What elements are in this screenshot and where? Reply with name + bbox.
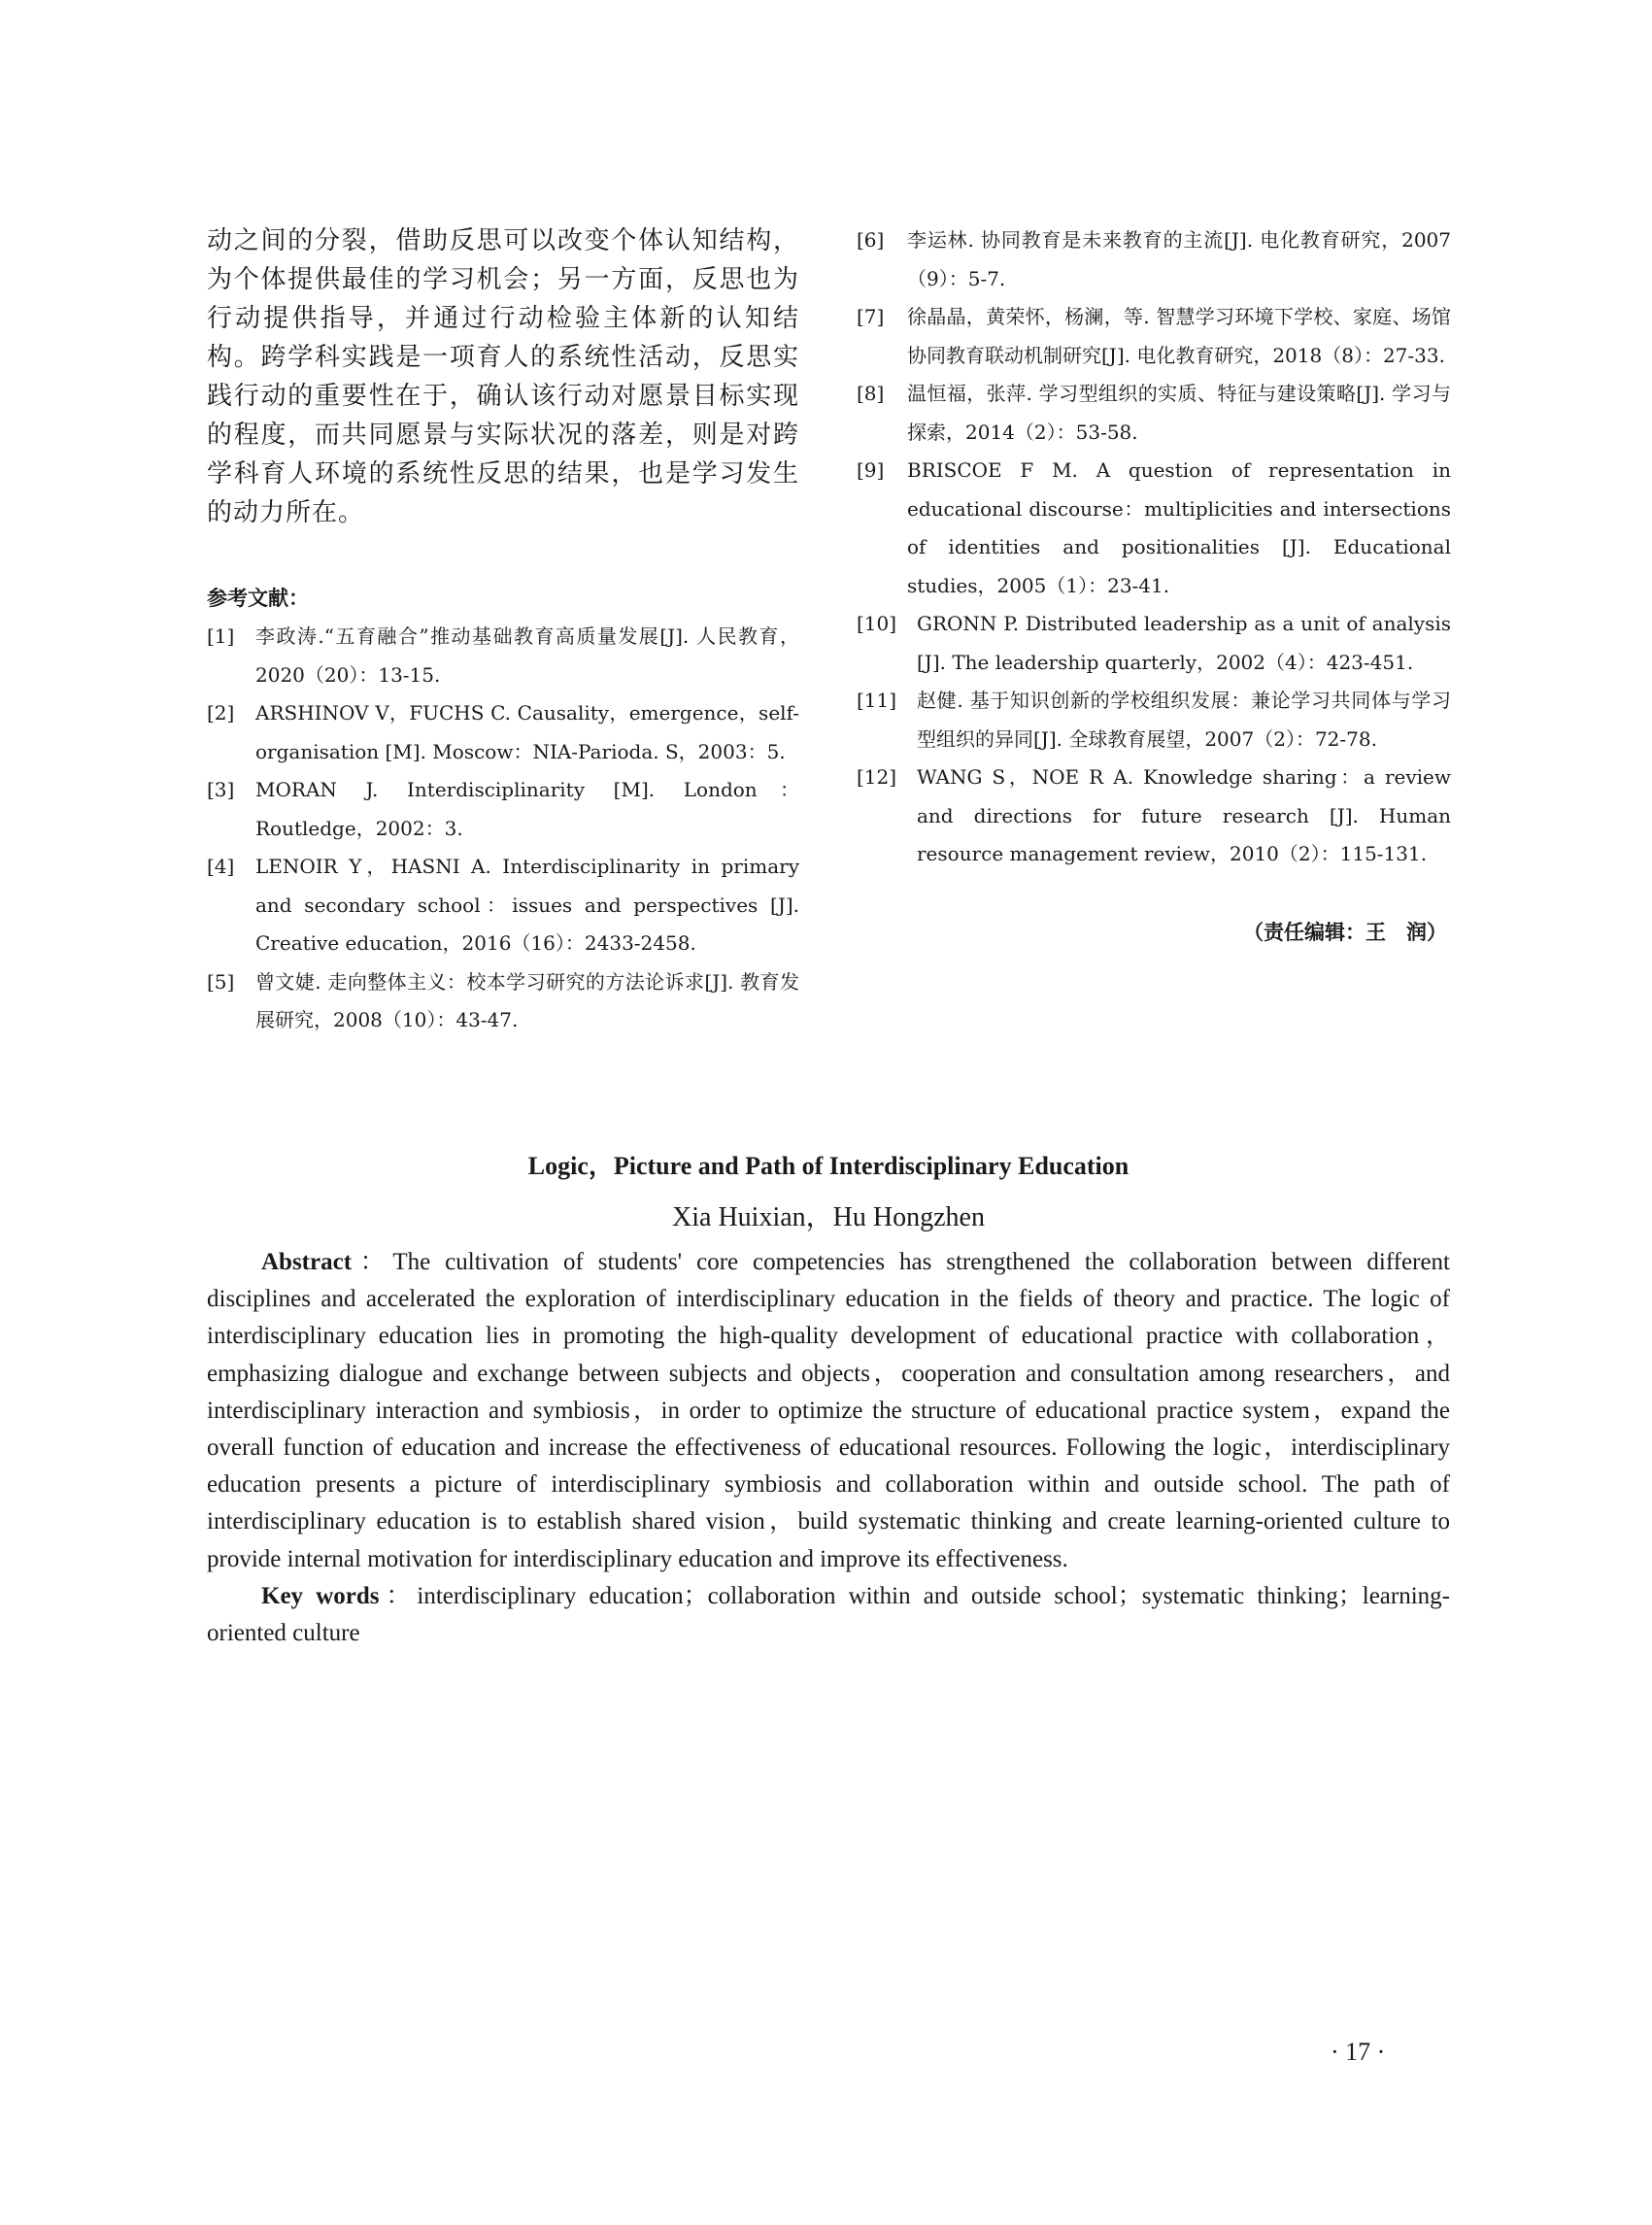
keywords-text: interdisciplinary education；collaboration within and outside school；systematic thinking；learning-oriented culture	[207, 1582, 1450, 1647]
reference-item	[857, 375, 1451, 452]
left-reference-list	[207, 618, 799, 1040]
reference-number: [11]	[857, 689, 897, 712]
reference-text: MORAN J. Interdisciplinarity [M]. London：Routledge，2002：3.	[255, 778, 799, 840]
reference-text: ARSHINOV V，FUCHS C. Causality，emergence，self-organisation [M]. Moscow：NIA-Parioda. S，2003：5.	[255, 701, 799, 763]
abstract-label: Abstract	[261, 1249, 353, 1275]
reference-item	[857, 605, 1451, 682]
reference-item	[857, 759, 1451, 874]
body-paragraph: 动之间的分裂，借助反思可以改变个体认知结构，为个体提供最佳的学习机会；另一方面，反思也为行动提供指导，并通过行动检验主体新的认知结构。跨学科实践是一项育人的系统性活动，反思实践行动的重要性在于，确认该行动对愿景目标实现的程度，而共同愿景与实际状况的落差，则是对跨学科育人环境的系统性反思的结果，也是学习发生的动力所在。	[207, 226, 799, 527]
reference-number: [10]	[857, 612, 897, 635]
reference-number: [6]	[857, 228, 885, 252]
english-authors: Xia Huixian，Hu Hongzhen	[672, 1202, 985, 1232]
keywords-separator: ：	[379, 1582, 418, 1609]
editor-note: （责任编辑：王 润）	[1243, 920, 1447, 944]
references-heading: 参考文献：	[207, 587, 309, 610]
reference-text: WANG S，NOE R A. Knowledge sharing：a review and directions for future research [J]. Human resource management review，2010（2）：115-131.	[917, 765, 1451, 865]
reference-text: 温恒福，张萍. 学习型组织的实质、特征与建设策略[J]. 学习与探索，2014（2）：53-58.	[907, 382, 1451, 444]
reference-item	[207, 848, 799, 963]
abstract-text: The cultivation of students' core competencies has strengthened the collaboration between different disciplines and accelerated the exploration of interdisciplinary education in the fields of theory and practice. The logic of interdisciplinary education lies in promoting the high-quality development of educational practice with collaboration，emphasizing dialogue and exchange between subjects and objects，cooperation and consultation among researchers，and interdisciplinary interaction and symbiosis，in order to optimize the structure of educational practice system，expand the overall function of education and increase the effectiveness of educational resources. Following the logic，interdisciplinary education presents a picture of interdisciplinary symbiosis and collaboration within and outside school. The path of interdisciplinary education is to establish shared vision，build systematic thinking and create learning-oriented culture to provide internal motivation for interdisciplinary education and improve its effectiveness.	[207, 1249, 1450, 1572]
reference-number: [9]	[857, 458, 885, 482]
abstract-paragraph	[207, 1244, 1450, 1578]
english-abstract-section	[207, 1146, 1450, 1652]
keywords-paragraph	[207, 1578, 1450, 1652]
right-reference-list	[857, 221, 1451, 874]
reference-item	[207, 963, 799, 1040]
reference-item	[857, 682, 1451, 759]
reference-item	[857, 221, 1451, 298]
reference-text: 徐晶晶，黄荣怀，杨澜，等. 智慧学习环境下学校、家庭、场馆协同教育联动机制研究[J]. 电化教育研究，2018（8）：27-33.	[907, 305, 1451, 367]
reference-text: 赵健. 基于知识创新的学校组织发展：兼论学习共同体与学习型组织的异同[J]. 全球教育展望，2007（2）：72-78.	[917, 689, 1451, 751]
reference-text: 李政涛.“五育融合”推动基础教育高质量发展[J]. 人民教育，2020（20）：13-15.	[255, 624, 799, 687]
reference-number: [1]	[207, 624, 235, 648]
reference-number: [4]	[207, 855, 235, 878]
reference-item	[857, 298, 1451, 375]
reference-number: [12]	[857, 765, 897, 789]
reference-number: [5]	[207, 969, 235, 994]
keywords-label: Key words	[261, 1582, 380, 1609]
reference-number: [2]	[207, 701, 235, 725]
reference-item	[857, 452, 1451, 605]
reference-number: [7]	[857, 305, 885, 328]
abstract-separator: ：	[352, 1249, 393, 1275]
page-number: · 17 ·	[1331, 2038, 1386, 2066]
reference-number: [3]	[207, 778, 235, 801]
reference-item	[207, 694, 799, 771]
reference-item	[207, 618, 799, 694]
reference-text: 曾文婕. 走向整体主义：校本学习研究的方法论诉求[J]. 教育发展研究，2008（10）：43-47.	[255, 969, 799, 1031]
reference-item	[207, 771, 799, 848]
reference-text: 李运林. 协同教育是未来教育的主流[J]. 电化教育研究，2007（9）：5-7.	[907, 228, 1451, 290]
left-column	[207, 221, 799, 1040]
reference-text: BRISCOE F M. A question of representation in educational discourse：multiplicities and intersections of identities and positionalities [J]. Educational studies，2005（1）：23-41.	[907, 458, 1451, 597]
reference-text: LENOIR Y，HASNI A. Interdisciplinarity in primary and secondary school：issues and perspectives [J]. Creative education，2016（16）：2433-2458.	[255, 855, 799, 955]
right-column	[857, 221, 1451, 946]
english-title: Logic，Picture and Path of Interdisciplinary Education	[527, 1152, 1129, 1180]
reference-number: [8]	[857, 382, 885, 405]
reference-text: GRONN P. Distributed leadership as a unit of analysis [J]. The leadership quarterly，2002（4）：423-451.	[917, 612, 1451, 674]
